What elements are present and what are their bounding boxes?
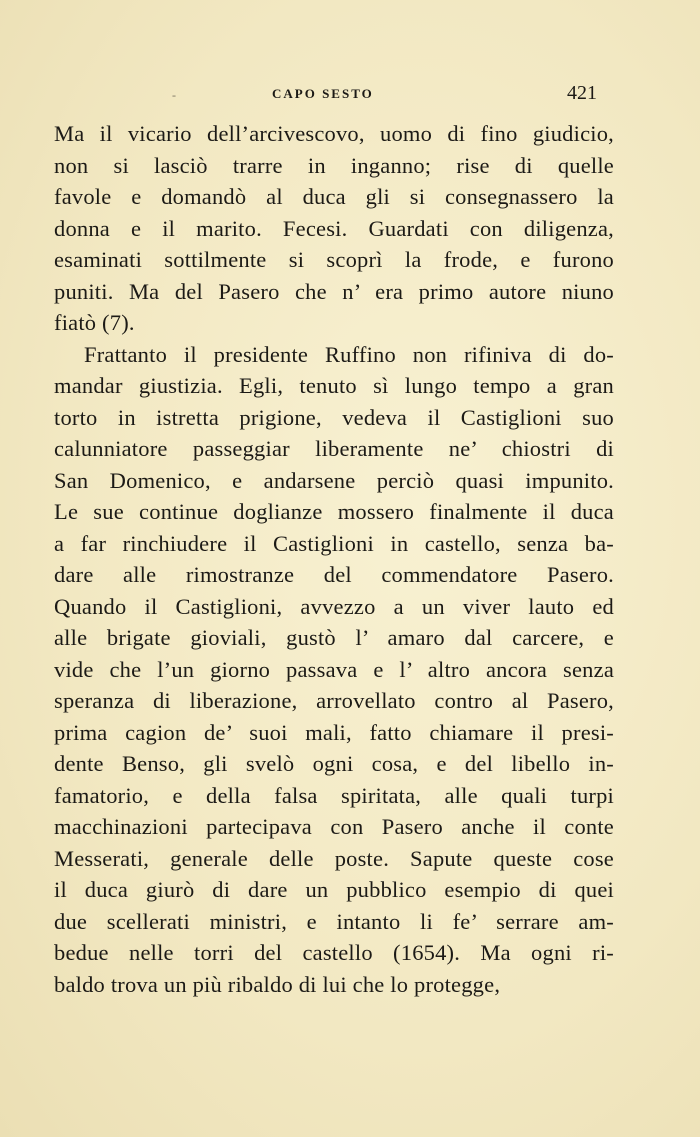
- text-line: Le sue continue doglianze mossero finalmente il duca: [54, 499, 614, 524]
- text-line: baldo trova un più ribaldo di lui che lo protegge,: [54, 971, 501, 997]
- page-number: 421: [567, 82, 597, 104]
- text-line: San Domenico, e andarsene perciò quasi impunito.: [54, 467, 614, 493]
- text-line: il duca giurò di dare un pubblico esempio di quei: [54, 877, 614, 902]
- text-line: a far rinchiudere il Castiglioni in castello, senza ba-: [54, 530, 614, 556]
- running-head: [0, 82, 700, 110]
- text-line: prima cagion de’ suoi mali, fatto chiamare il presi-: [54, 719, 614, 745]
- text-line: puniti. Ma del Pasero che n’ era primo autore niuno: [54, 278, 614, 304]
- text-line: Frattanto il presidente Ruffino non rifiniva di do-: [84, 341, 614, 367]
- body-text: [54, 118, 614, 1000]
- text-line: Messerati, generale delle poste. Sapute queste cose: [54, 845, 614, 871]
- text-line: Ma il vicario dell’arcivescovo, uomo di fino giudicio,: [54, 121, 614, 146]
- text-line: mandar giustizia. Egli, tenuto sì lungo tempo a gran: [54, 373, 614, 398]
- text-line: due scellerati ministri, e intanto li fe’ serrare am-: [54, 908, 614, 934]
- text-line: donna e il marito. Fecesi. Guardati con diligenza,: [54, 215, 614, 241]
- paragraph: [54, 339, 614, 1001]
- text-line: calunniatore passeggiar liberamente ne’ chiostri di: [54, 436, 614, 461]
- running-title: CAPO SESTO: [272, 86, 374, 101]
- text-line: favole e domandò al duca gli si consegnassero la: [54, 184, 614, 209]
- text-line: alle brigate gioviali, gustò l’ amaro dal carcere, e: [54, 625, 614, 650]
- text-line: macchinazioni partecipava con Pasero anche il conte: [54, 814, 614, 839]
- text-line: fiatò (7).: [54, 310, 135, 335]
- text-line: torto in istretta prigione, vedeva il Castiglioni suo: [54, 404, 614, 430]
- text-line: vide che l’un giorno passava e l’ altro ancora senza: [54, 656, 614, 682]
- text-line: bedue nelle torri del castello (1654). Ma ogni ri-: [54, 940, 614, 965]
- text-line: dente Benso, gli svelò ogni cosa, e del libello in-: [54, 751, 614, 776]
- paragraph: [54, 118, 614, 339]
- text-line: famatorio, e della falsa spiritata, alle quali turpi: [54, 782, 614, 808]
- text-line: non si lasciò trarre in inganno; rise di quelle: [54, 152, 614, 178]
- header-dash: -: [172, 88, 176, 102]
- text-line: speranza di liberazione, arrovellato contro al Pasero,: [54, 688, 614, 713]
- text-line: Quando il Castiglioni, avvezzo a un viver lauto ed: [54, 593, 614, 619]
- text-line: dare alle rimostranze del commendatore Pasero.: [54, 562, 614, 587]
- text-line: esaminati sottilmente si scoprì la frode, e furono: [54, 247, 614, 272]
